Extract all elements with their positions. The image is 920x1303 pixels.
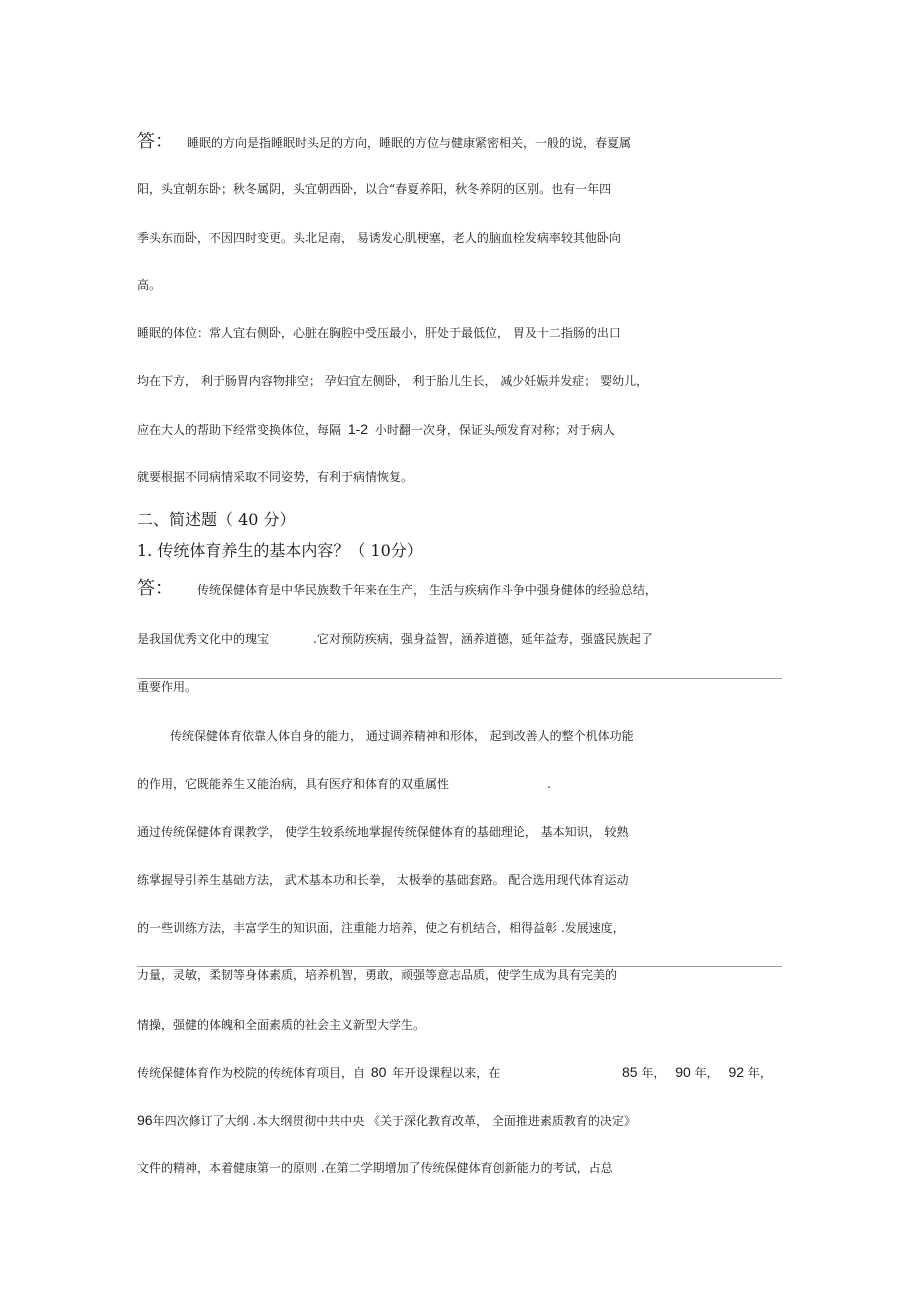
number: 92 bbox=[728, 1064, 745, 1080]
text-line: 季头东而卧，不因四时变更。头北足南， 易诱发心肌梗塞，老人的脑血栓发病率较其他卧向 bbox=[137, 231, 621, 245]
text: 年， bbox=[747, 1066, 772, 1080]
text-line: 均在下方， 利于肠胃内容物排空； 孕妇宜左侧卧， 利于胎儿生长， 减少妊娠并发症； 婴幼儿， bbox=[137, 374, 649, 388]
text-line bbox=[137, 776, 551, 792]
text-line bbox=[137, 421, 615, 438]
number: 80 bbox=[370, 1064, 387, 1080]
text-line bbox=[137, 631, 653, 647]
text: 睡眠的方向是指睡眠时头足的方向，睡眠的方位与健康紧密相关，一般的说，春夏属 bbox=[187, 136, 632, 150]
text-line: 重要作用。 bbox=[137, 680, 198, 694]
answer-line bbox=[137, 578, 657, 599]
number: 90 bbox=[675, 1064, 691, 1080]
text: . bbox=[547, 777, 551, 791]
text-line: 睡眠的体位：常人宜右侧卧，心脏在胸腔中受压最小，肝处于最低位， 胃及十二指肠的出口 bbox=[137, 326, 621, 340]
text-line: 传统保健体育依靠人体自身的能力， 通过调养精神和形体， 起到改善人的整个机体功能 bbox=[170, 729, 634, 743]
text-line: 的一些训练方法，丰富学生的知识面，注重能力培养，使之有机结合，相得益彰 .发展速度， bbox=[137, 921, 625, 935]
text: .它对预防疾病，强身益智，涵养道德，延年益寿，强盛民族起了 bbox=[313, 632, 653, 646]
answer-label: 答： bbox=[137, 131, 173, 152]
section-heading: 二、简述题（ 40 分） bbox=[137, 510, 296, 529]
text: 传统保健体育作为校院的传统体育项目，自 bbox=[137, 1066, 366, 1080]
text-line: 情操，强健的体魄和全面素质的社会主义新型大学生。 bbox=[137, 1018, 426, 1032]
text: 传统保健体育是中华民族数千年来在生产， 生活与疾病作斗争中强身健体的经验总结， bbox=[197, 583, 657, 597]
text-line: 阳，头宜朝东卧；秋冬属阴，头宜朝西卧，以合“春夏养阳，秋冬养阴的区别。也有一年四 bbox=[137, 182, 612, 196]
text: 的作用，它既能养生又能治病，具有医疗和体育的双重属性 bbox=[137, 777, 450, 791]
text-line: 高。 bbox=[137, 278, 162, 292]
text: 是我国优秀文化中的瑰宝 bbox=[137, 632, 270, 646]
text-line: 练掌握导引养生基础方法， 武术基本功和长拳， 太极拳的基础套路。 配合选用现代体育运动 bbox=[137, 873, 629, 887]
text: 年开设课程以来，在 bbox=[392, 1066, 501, 1080]
text-line bbox=[622, 1064, 772, 1081]
text-line bbox=[137, 1112, 636, 1129]
text-line: 力量，灵敏，柔韧等身体素质，培养机智，勇敢，顽强等意志品质，使学生成为具有完美的 bbox=[137, 968, 618, 982]
text: 年， bbox=[694, 1066, 719, 1080]
text-line: 通过传统保健体育课教学， 使学生较系统地掌握传统保健体育的基础理论， 基本知识， 较熟 bbox=[137, 825, 629, 839]
text: 小时翻一次身，保证头颅发育对称；对于病人 bbox=[374, 423, 615, 437]
question-heading: 1. 传统体育养生的基本内容？（ 10分） bbox=[137, 541, 423, 560]
text-line: 就要根据不同病情采取不同姿势，有利于病情恢复。 bbox=[137, 470, 414, 484]
answer-label: 答： bbox=[137, 578, 173, 599]
number: 96 bbox=[137, 1112, 153, 1128]
text: 年四次修订了大纲 .本大纲贯彻中共中央 《关于深化教育改革， 全面推进素质教育的决定》 bbox=[152, 1114, 636, 1128]
divider bbox=[137, 678, 782, 679]
text-line bbox=[137, 1064, 500, 1081]
number: 1-2 bbox=[347, 421, 369, 437]
answer-line bbox=[137, 131, 632, 152]
number: 85 bbox=[622, 1064, 638, 1080]
text: 年， bbox=[641, 1066, 666, 1080]
text-line: 文件的精神，本着健康第一的原则 .在第二学期增加了传统保健体育创新能力的考试，占总 bbox=[137, 1161, 613, 1175]
text: 应在大人的帮助下经常变换体位，每隔 bbox=[137, 423, 342, 437]
